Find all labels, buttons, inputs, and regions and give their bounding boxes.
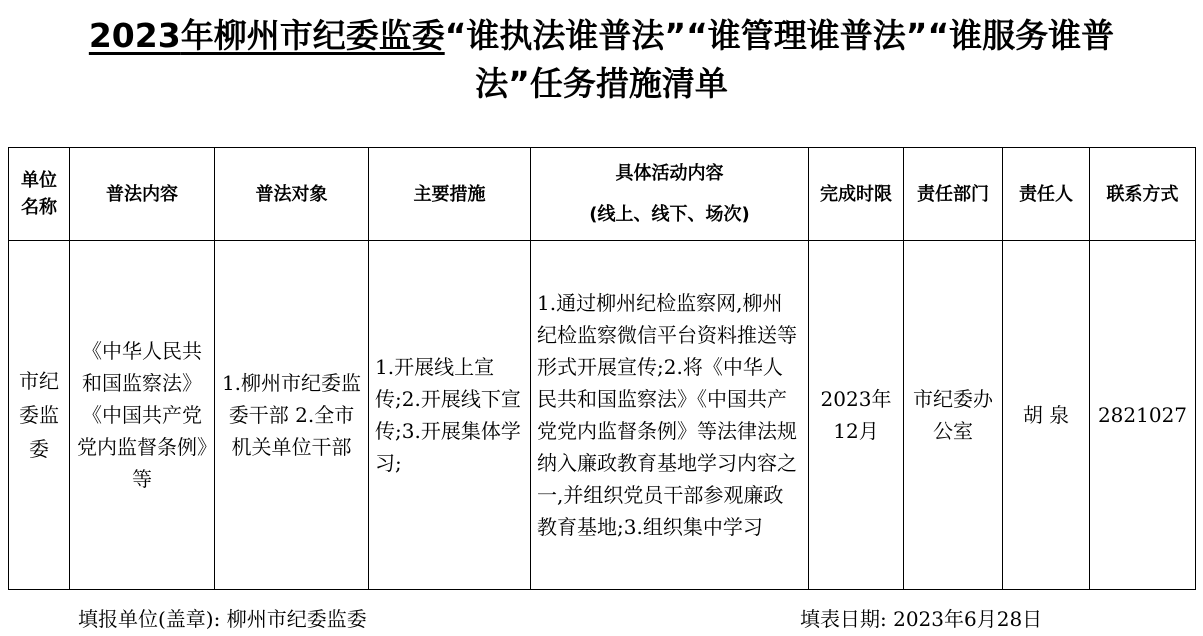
- cell-deadline: 2023年12月: [809, 241, 904, 590]
- header-contact: 联系方式: [1090, 148, 1196, 241]
- header-unit: 单位名称: [9, 148, 70, 241]
- header-deadline: 完成时限: [809, 148, 904, 241]
- cell-contact: 2821027: [1090, 241, 1196, 590]
- table-header-row: [9, 148, 1196, 241]
- footer-date-value: 2023年6月28日: [893, 607, 1043, 631]
- header-activities-main: 具体活动内容: [615, 163, 724, 184]
- cell-unit: 市纪委监委: [9, 241, 70, 590]
- title-org: 年柳州市纪委监委: [180, 16, 445, 55]
- cell-department: 市纪委办公室: [904, 241, 1003, 590]
- header-activities: [531, 148, 809, 241]
- title-rest: “谁执法谁普法”“谁管理谁普法”“谁服务谁普法”任务措施清单: [444, 16, 1115, 103]
- footer-unit-value: 柳州市纪委监委: [226, 607, 367, 631]
- header-target: 普法对象: [215, 148, 369, 241]
- cell-target: 1.柳州市纪委监委干部 2.全市机关单位干部: [215, 241, 369, 590]
- header-content: 普法内容: [70, 148, 215, 241]
- cell-activities: 1.通过柳州纪检监察网,柳州纪检监察微信平台资料推送等形式开展宣传;2.将《中华人民共和国监察法》《中国共产党党内监督条例》等法律法规纳入廉政教育基地学习内容之一,并组织党员干部参观廉政教育基地;3.组织集中学习: [531, 241, 809, 590]
- cell-person: 胡 泉: [1003, 241, 1090, 590]
- footer-date-label: 填表日期:: [800, 607, 887, 631]
- header-department: 责任部门: [904, 148, 1003, 241]
- header-measures: 主要措施: [369, 148, 531, 241]
- header-person: 责任人: [1003, 148, 1090, 241]
- title-year: 2023: [88, 16, 181, 55]
- footer-unit-label: 填报单位(盖章):: [78, 607, 221, 631]
- footer-date: [800, 604, 1042, 634]
- table-row: [9, 241, 1196, 590]
- task-table: [8, 147, 1196, 590]
- document-title: [60, 12, 1143, 108]
- footer-unit: [78, 604, 367, 634]
- cell-measures: 1.开展线上宣传;2.开展线下宣传;3.开展集体学习;: [369, 241, 531, 590]
- cell-content: 《中华人民共和国监察法》《中国共产党党内监督条例》等: [70, 241, 215, 590]
- header-activities-sub: (线上、线下、场次): [589, 204, 750, 225]
